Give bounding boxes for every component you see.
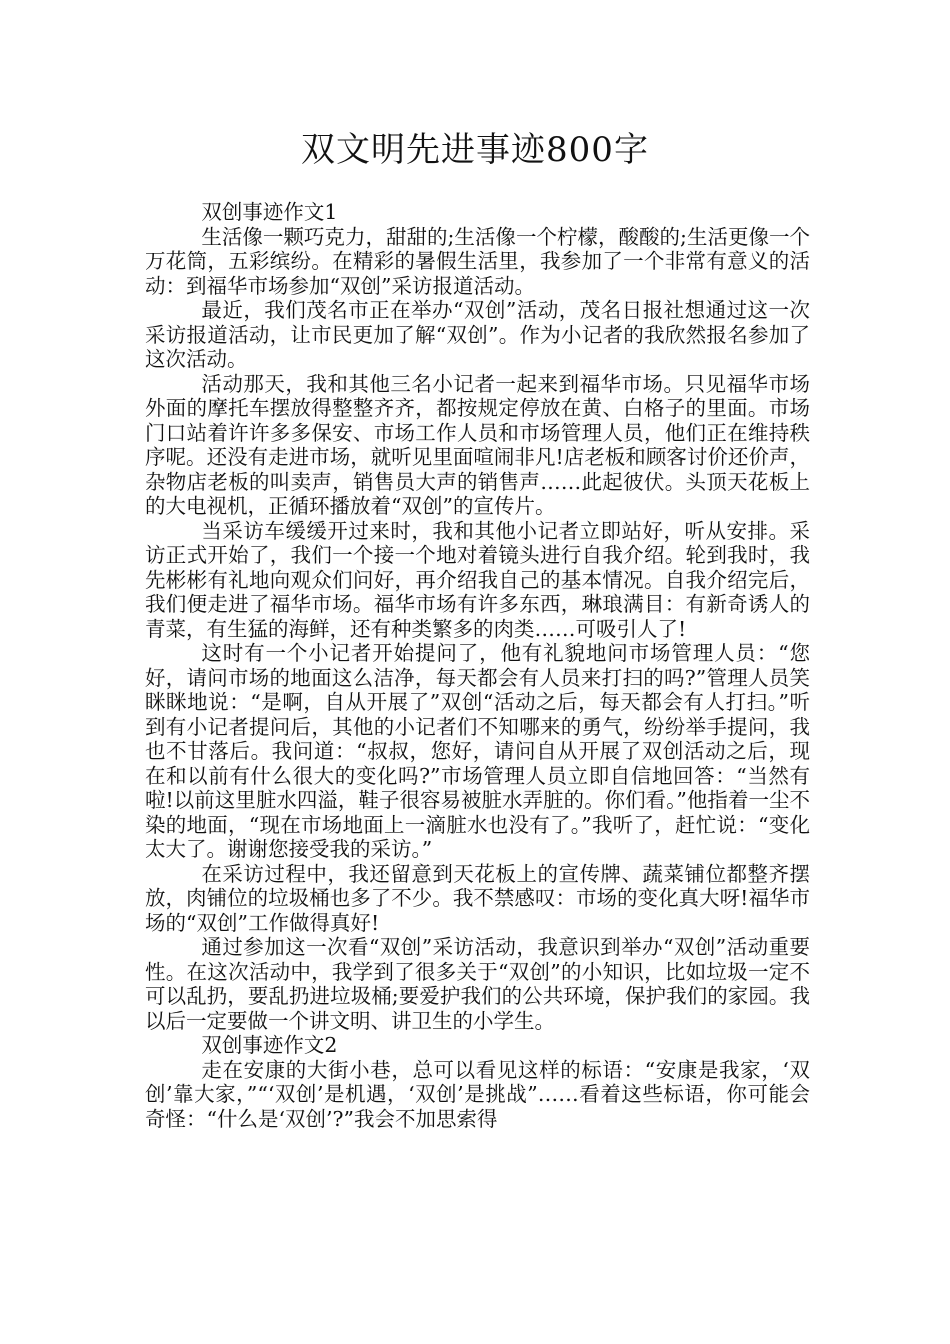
paragraph: 通过参加这一次看“双创”采访活动，我意识到举办“双创”活动重要性。在这次活动中，我学到了很多关于“双创”的小知识，比如垃圾一定不可以乱扔，要乱扔进垃圾桶;要爱护我们的公共环境，保护我们的家园。我以后一定要做一个讲文明、讲卫生的小学生。 — [145, 935, 810, 1033]
paragraph: 走在安康的大街小巷，总可以看见这样的标语：“安康是我家，‘双创’靠大家，”“‘双创’是机遇，‘双创’是挑战”……看着这些标语，你可能会奇怪：“什么是‘双创’?”我会不加思索得 — [145, 1057, 810, 1131]
document-title: 双文明先进事迹800字 — [301, 130, 649, 170]
paragraph: 最近，我们茂名市正在举办“双创”活动，茂名日报社想通过这一次采访报道活动，让市民更加了解“双创”。作为小记者的我欣然报名参加了这次活动。 — [145, 298, 810, 371]
paragraph: 当采访车缓缓开过来时，我和其他小记者立即站好，听从安排。采访正式开始了，我们一个接一个地对着镜头进行自我介绍。轮到我时，我先彬彬有礼地向观众们问好，再介绍我自己的基本情况。自我介绍完后，我们便走进了福华市场。福华市场有许多东西，琳琅满目：有新奇诱人的青菜，有生猛的海鲜，还有种类繁多的肉类……可吸引人了! — [145, 518, 810, 641]
section-heading-1: 双创事迹作文1 — [201, 200, 338, 224]
paragraph: 在采访过程中，我还留意到天花板上的宣传牌、蔬菜铺位都整齐摆放，肉铺位的垃圾桶也多了不少。我不禁感叹：市场的变化真大呀!福华市场的“双创”工作做得真好! — [145, 861, 810, 935]
document-body — [145, 200, 810, 1131]
section-heading-2: 双创事迹作文2 — [201, 1033, 338, 1057]
paragraph: 生活像一颗巧克力，甜甜的;生活像一个柠檬，酸酸的;生活更像一个万花筒，五彩缤纷。在精彩的暑假生活里，我参加了一个非常有意义的活动：到福华市场参加“双创”采访报道活动。 — [145, 224, 810, 298]
paragraph: 活动那天，我和其他三名小记者一起来到福华市场。只见福华市场外面的摩托车摆放得整整齐齐，都按规定停放在黄、白格子的里面。市场门口站着许许多多保安、市场工作人员和市场管理人员，他们正在维持秩序呢。还没有走进市场，就听见里面喧闹非凡!店老板和顾客讨价还价声，杂物店老板的叫卖声，销售员大声的销售声……此起彼伏。头顶天花板上的大电视机，正循环播放着“双创”的宣传片。 — [145, 371, 810, 518]
paragraph: 这时有一个小记者开始提问了，他有礼貌地问市场管理人员：“您好，请问市场的地面这么洁净，每天都会有人员来打扫的吗?”管理人员笑眯眯地说：“是啊，自从开展了”双创“活动之后，每天都会有人打扫。”听到有小记者提问后，其他的小记者们不知哪来的勇气，纷纷举手提问，我也不甘落后。我问道：“叔叔，您好，请问自从开展了双创活动之后，现在和以前有什么很大的变化吗?”市场管理人员立即自信地回答：“当然有啦!以前这里脏水四溢，鞋子很容易被脏水弄脏的。你们看。”他指着一尘不染的地面，“现在市场地面上一滴脏水也没有了。”我听了，赶忙说：“变化太大了。谢谢您接受我的采访。” — [145, 641, 810, 861]
